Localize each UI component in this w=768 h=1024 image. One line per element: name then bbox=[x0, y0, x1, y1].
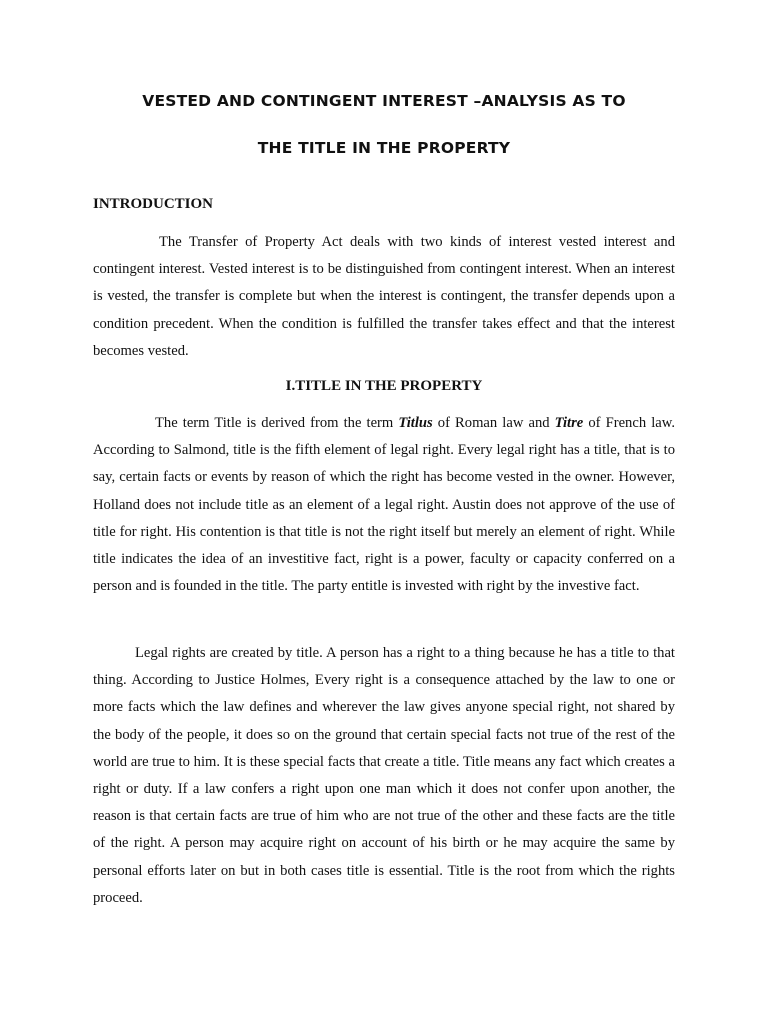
section-heading-title-in-property: I.TITLE IN THE PROPERTY bbox=[285, 378, 483, 394]
term-titre: Titre bbox=[554, 415, 584, 431]
title-paragraph-1 bbox=[93, 410, 675, 600]
term-titlus: Titlus bbox=[398, 415, 433, 431]
document-title-line-1: VESTED AND CONTINGENT INTEREST –ANALYSIS AS TO bbox=[142, 92, 626, 110]
introduction-heading: INTRODUCTION bbox=[93, 196, 214, 212]
title-paragraph-2: Legal rights are created by title. A person has a right to a thing because he has a title to that thing. According to Justice Holmes, Every right is a consequence attached by the law to one or more facts which the law defines and wherever the law gives anyone special right, not shared by the body of the people, it does so on the ground that certain special facts not true of the rest of the world are true to him. It is these special facts that create a title. Title means any fact which creates a right or duty. If a law confers a right upon one man which it does not confer upon another, the reason is that certain facts are true of him who are not true of the other and these facts are the title of the right. A person may acquire right on account of his birth or he may acquire the same by personal efforts later on but in both cases title is essential. Title is the root from which the rights proceed. bbox=[93, 645, 675, 906]
introduction-paragraph: The Transfer of Property Act deals with two kinds of interest vested interest and contingent interest. Vested interest is to be distinguished from contingent interest. When an interest is vested, the transfer is complete but when the interest is contingent, the transfer depends upon a condition precedent. When the condition is fulfilled the transfer takes effect and that the interest becomes vested. bbox=[93, 234, 675, 359]
title-paragraph-1-text-b: of Roman law and bbox=[432, 415, 555, 431]
title-paragraph-1-text-a: The term Title is derived from the term bbox=[155, 415, 399, 431]
title-paragraph-1-text-c: of French law. According to Salmond, title is the fifth element of legal right. Every legal right has a title, that is to say, certain facts or events by reason of which the right has become vested in the owner. However, Holland does not include title as an element of a legal right. Austin does not approve of the use of title for right. His contention is that title is not the right itself but merely an element of right. While title indicates the idea of an investitive fact, right is a power, faculty or capacity conferred on a person and is founded in the title. The party entitle is invested with right by the investive fact. bbox=[93, 415, 675, 595]
document-title-line-2: THE TITLE IN THE PROPERTY bbox=[257, 139, 511, 157]
